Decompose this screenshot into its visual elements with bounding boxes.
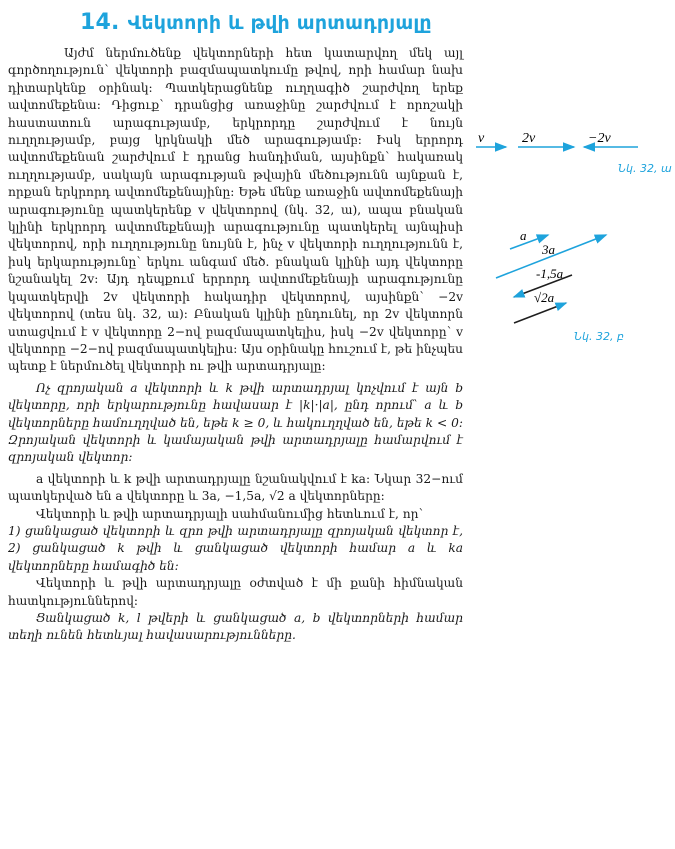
vector-sqrt2a-arrow <box>514 303 566 323</box>
definition-paragraph: Ոչ զրոյական a վեկտորի և k թվի արտադրյալ կոչվում է այն b վեկտորը, որի երկարությունը հավասար է |k|·|a|, ընդ որում՝ a և b վեկտորները համուղղված են, եթե k ≥ 0, և հակուղղված են, եթե k < 0: Զրոյական վեկտորի և կամայական թվի արտադրյալը համարվում է զրոյական վեկտոր: <box>8 380 463 465</box>
figure-32b <box>470 220 675 350</box>
figure-32a <box>470 120 675 180</box>
caption-32b: Նկ. 32, բ <box>574 330 624 343</box>
caption-32a: Նկ. 32, ա <box>618 162 672 175</box>
consequence-intro: Վեկտորի և թվի արտադրյալի սահմանումից հետևում է, որ՝ <box>36 506 423 521</box>
label-v: v <box>478 131 485 146</box>
section-number: 14. <box>80 10 120 35</box>
section-title <box>80 10 432 35</box>
label-2v: 2v <box>522 131 536 146</box>
properties-intro: Վեկտորի և թվի արտադրյալը օժտված է մի քանի հիմնական հատկություններով: <box>8 576 463 608</box>
label-sqrt2a: √2a <box>534 290 555 305</box>
label-3a: 3a <box>542 242 555 257</box>
consequence-list: 1) ցանկացած վեկտորի և զրո թվի արտադրյալը զրոյական վեկտոր է, 2) ցանկացած k թվի և ցանկացած վեկտորի համար a և ka վեկտորները համագիծ են: <box>8 523 463 573</box>
label-minus1-5a: -1,5a <box>536 266 564 281</box>
body-text <box>8 45 463 645</box>
label-a: a <box>520 228 527 243</box>
paragraph-intro: Այժմ ներմուծենք վեկտորների հետ կատարվող մեկ այլ գործողություն՝ վեկտորի բազմապատկումը թվով, որի համար նախ դիտարկենք օրինակ: Պատկերացնենք ուղղագիծ շարժվող երեք ավտոմեքենա: Դիցուք՝ դրանցից առաջինը շարժվում է որոշակի հաստատուն արագությամբ, երկրորդը շարժվում է նույն ուղղությամբ, բայց կրկնակի մեծ արագությամբ: Իսկ երրորդ ավտոմեքենան շարժվում է դրանց հանդիման, այսինքն՝ հակառակ ուղղությամբ, սակայն արագության թվային մեծությունն այնքան է, որքան երկրորդ ավտոմեքենայինը: Եթե մենք առաջին ավտոմեքենայի արագությունը պատկերենք v վեկտորով (նկ. 32, ա), ապա բնական կլինի երկրորդ ավտոմեքենայի արագությունը պատկերել այնպիսի վեկտորով, որի ուղղությունը նույնն է, ինչ v վեկտորի ուղղությունն է, իսկ երկարությունը՝ երկու անգամ մեծ. բնական կլինի այդ վեկտորը նշանակել 2v: Այդ դեպքում երրորդ ավտոմեքենայի արագությունը կպատկերվի 2v վեկտորի հակադիր վեկտորով, այսինքն՝ −2v վեկտորով (տես նկ. 32, ա): Բնական կլինի ընդունել, որ 2v վեկտորն ստացվում է v վեկտորը 2−ով բազմապատկելիս, իսկ −2v վեկտորը՝ v վեկտորը −2−ով բազմապատկելիս: Այս օրինակը հուշում է, թե ինչպես պետք է ներմուծել վեկտորի ու թվի արտադրյալը: <box>8 46 463 374</box>
label-minus2v: −2v <box>588 131 611 146</box>
properties-statement: Ցանկացած k, l թվերի և ցանկացած a, b վեկտորների համար տեղի ունեն հետևյալ հավասարությունները. <box>8 611 463 643</box>
section-heading: Վեկտորի և թվի արտադրյալը <box>127 12 432 34</box>
notation-paragraph: a վեկտորի և k թվի արտադրյալը նշանակվում է ka: Նկար 32−ում պատկերված են a վեկտորը և 3a, −1,5a, √2 a վեկտորները: <box>8 471 463 504</box>
